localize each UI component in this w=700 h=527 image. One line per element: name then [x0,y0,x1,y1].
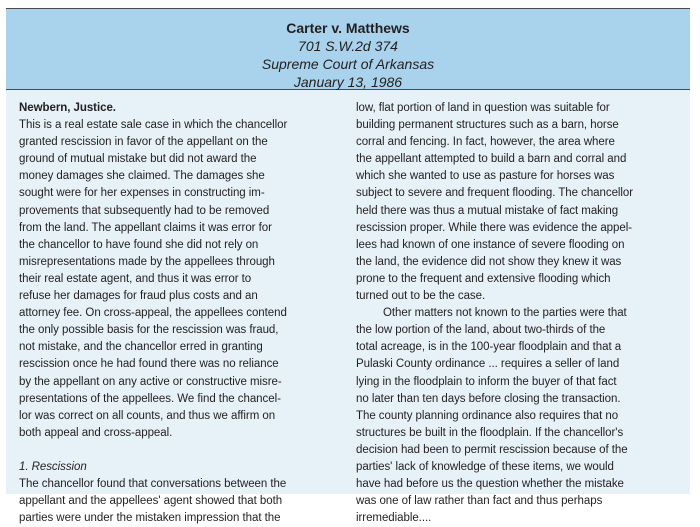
text-line: the chancellor to have found she did not rely on [19,238,259,251]
text-line: parties' lack of knowledge of these items, we would [356,460,614,473]
text-line: rescission once he had found there was no reliance [19,358,279,371]
text-line: lying in the floodplain to inform the buyer of that fact [356,375,617,388]
text-line: from the land. The appellant claims it was error for [19,221,272,234]
text-line: lor was correct on all counts, and thus we affirm on [19,409,276,422]
text-line: attorney fee. On cross-appeal, the appellees contend [19,307,287,320]
text-line: sought were for her expenses in constructing im- [19,187,265,200]
text-line: both appeal and cross-appeal. [19,426,173,439]
text-line: total acreage, is in the 100-year floodplain and that a [356,341,622,354]
text-line: irremediable.... [356,512,432,525]
text-line: granted rescission in favor of the appellant on the [19,136,268,149]
text-line: rescission proper. While there was evidence the appel- [356,221,633,234]
text-line: the low portion of the land, about two-thirds of the [356,324,606,337]
text-line: held there was thus a mutual mistake of fact making [356,204,619,217]
text-line: which she wanted to use as pasture for horses was [356,170,615,183]
text-line: subject to severe and frequent flooding. The chancellor [356,187,634,200]
text-line: refuse her damages for fraud plus costs and an [19,290,258,303]
case-header [6,8,690,90]
text-line: by the appellant on any active or constructive misre- [19,375,282,388]
text-line: corral and fencing. In fact, however, the area where [356,136,615,149]
text-line: building permanent structures such as a barn, horse [356,119,619,132]
text-line: their real estate agent, and thus it was error to [19,272,252,285]
case-court: Supreme Court of Arkansas [261,56,435,72]
text-line: presentations of the appellees. We find the chancel- [19,392,281,405]
text-line: appellant and the appellees' agent showed that both [19,495,283,508]
opinion-paragraph-rescission [19,476,331,527]
text-line: not mistake, and the chancellor erred in granting [19,341,263,354]
text-line: low, flat portion of land in question was suitable for [356,102,610,114]
text-line: money damages she claimed. The damages she [19,170,265,183]
right-column [356,100,662,527]
case-title: Carter v. Matthews [286,20,410,36]
text-line: no later than ten days before closing the transaction. [356,392,621,405]
text-line: decision had been to permit rescission because of the [356,443,628,456]
section-heading-rescission: 1. Rescission [19,460,87,473]
opinion-paragraph-intro [19,117,331,442]
text-line: have had before us the question whether the mistake [356,478,624,491]
text-line: provements that subsequently had to be removed [19,204,270,217]
text-line: Other matters not known to the parties were that [383,307,627,320]
opinion-paragraph-mistake [356,100,662,305]
text-line: parties were under the mistaken impression that the [19,512,281,525]
judge-name: Newbern, Justice. [19,102,116,114]
text-line: The county planning ordinance also requires that no [356,409,619,422]
text-line: prone to the frequent and extensive flooding which [356,272,611,285]
opinion-paragraph-floodplain [356,305,662,527]
text-line: ground of mutual mistake but did not award the [19,153,257,166]
text-line: lees had known of one instance of severe flooding on [356,238,625,251]
text-line: Pulaski County ordinance ... requires a seller of land [356,358,620,371]
text-line: turned out to be the case. [356,290,486,303]
text-line: the appellant attempted to build a barn and corral and [356,153,627,166]
case-citation: 701 S.W.2d 374 [298,38,398,54]
text-line: the only possible basis for the rescission was fraud, [19,324,279,337]
text-line: the land, the evidence did not show they knew it was [356,255,622,268]
text-line: The chancellor found that conversations between the [19,477,287,490]
left-column [19,100,331,527]
text-line: was one of law rather than fact and thus perhaps [356,495,603,508]
case-date: January 13, 1986 [293,74,403,90]
paragraph-gap [19,442,331,459]
text-line: This is a real estate sale case in which the chancellor [19,119,288,132]
text-line: misrepresentations made by the appellees through [19,255,275,268]
text-line: structures be built in the floodplain. If the chancellor's [356,426,624,439]
